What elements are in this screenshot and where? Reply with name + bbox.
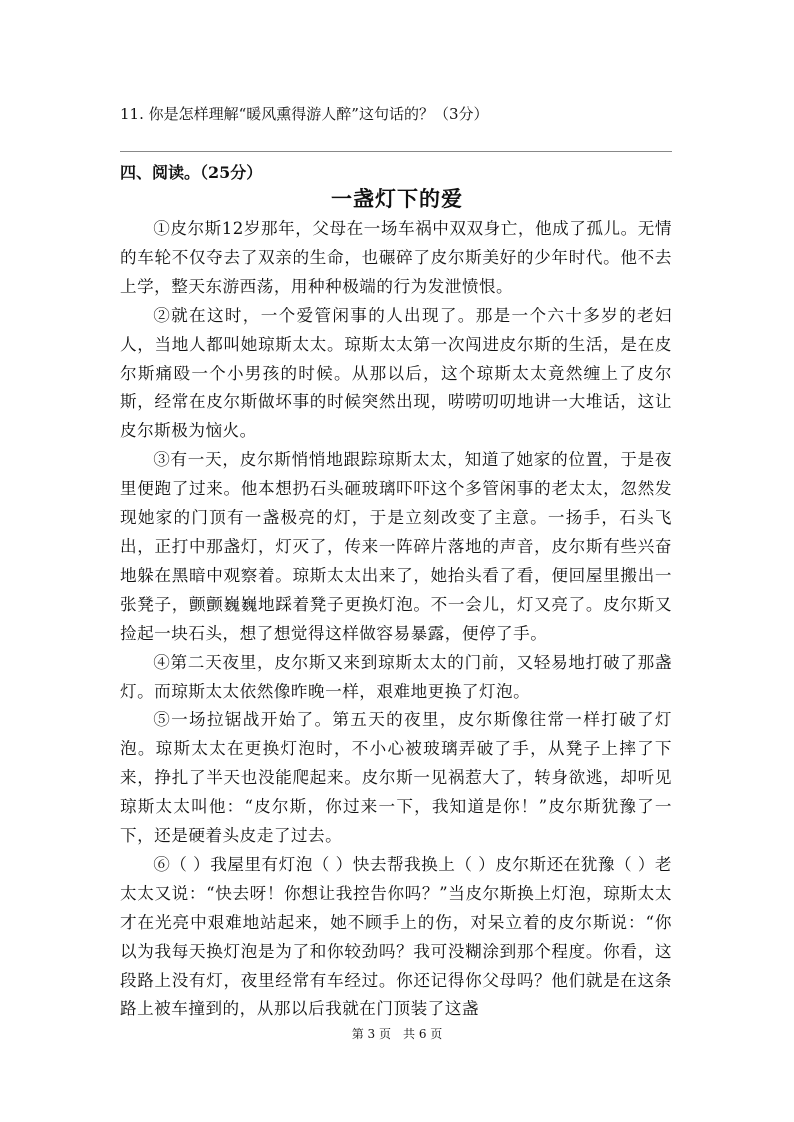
article-title: 一盏灯下的爱 (331, 187, 463, 211)
page-footer: 第 3 页 共 6 页 (351, 1027, 443, 1041)
question-11: 11. 你是怎样理解“暖风熏得游人醉”这句话的？（3分） (120, 105, 489, 123)
paragraph-1: ①皮尔斯12岁那年，父母在一场车祸中双双身亡，他成了孤儿。无情的车轮不仅夺去了双亲的生命，也碾碎了皮尔斯美好的少年时代。他不去上学，整天东游西荡，用种种极端的行为发泄愤恨。 (120, 219, 672, 296)
paragraph-2: ②就在这时，一个爱管闲事的人出现了。那是一个六十多岁的老妇人，当地人都叫她琼斯太太。琼斯太太第一次闯进皮尔斯的生活，是在皮尔斯痛殴一个小男孩的时候。从那以后，这个琼斯太太竟然缠上了皮尔斯，经常在皮尔斯做坏事的时候突然出现，唠唠叨叨地讲一大堆话，这让皮尔斯极为恼火。 (120, 305, 672, 441)
article-body (120, 215, 672, 1024)
paragraph-6: ⑥（ ）我屋里有灯泡（ ）快去帮我换上（ ）皮尔斯还在犹豫（ ）老太太又说：“快去呀！你想让我控告你吗？”当皮尔斯换上灯泡，琼斯太太才在光亮中艰难地站起来，她不顾手上的伤，对呆立着的皮尔斯说：“你以为我每天换灯泡是为了和你较劲吗？我可没糊涂到那个程度。你看，这段路上没有灯，夜里经常有车经过。你还记得你父母吗？他们就是在这条路上被车撞到的，从那以后我就在门顶装了这盏 (120, 854, 673, 1019)
paragraph-3: ③有一天，皮尔斯悄悄地跟踪琼斯太太，知道了她家的位置，于是夜里便跑了过来。他本想扔石头砸玻璃吓吓这个多管闲事的老太太，忽然发现她家的门顶有一盏极亮的灯，于是立刻改变了主意。一扬手，石头飞出，正打中那盏灯，灯灭了，传来一阵碎片落地的声音，皮尔斯有些兴奋地躲在黑暗中观察着。琼斯太太出来了，她抬头看了看，便回屋里搬出一张凳子，颤颤巍巍地踩着凳子更换灯泡。不一会儿，灯又亮了。皮尔斯又捡起一块石头，想了想觉得这样做容易暴露，便停了手。 (120, 450, 672, 643)
section-title: 四、阅读。（25分） (120, 163, 263, 182)
answer-line (120, 151, 672, 152)
paragraph-5: ⑤一场拉锯战开始了。第五天的夜里，皮尔斯像往常一样打破了灯泡。琼斯太太在更换灯泡时，不小心被玻璃弄破了手，从凳子上摔了下来，挣扎了半天也没能爬起来。皮尔斯一见祸惹大了，转身欲逃，却听见琼斯太太叫他：“皮尔斯，你过来一下，我知道是你！”皮尔斯犹豫了一下，还是硬着头皮走了过去。 (120, 710, 672, 846)
paragraph-4: ④第二天夜里，皮尔斯又来到琼斯太太的门前，又轻易地打破了那盏灯。而琼斯太太依然像昨晚一样，艰难地更换了灯泡。 (120, 652, 672, 701)
